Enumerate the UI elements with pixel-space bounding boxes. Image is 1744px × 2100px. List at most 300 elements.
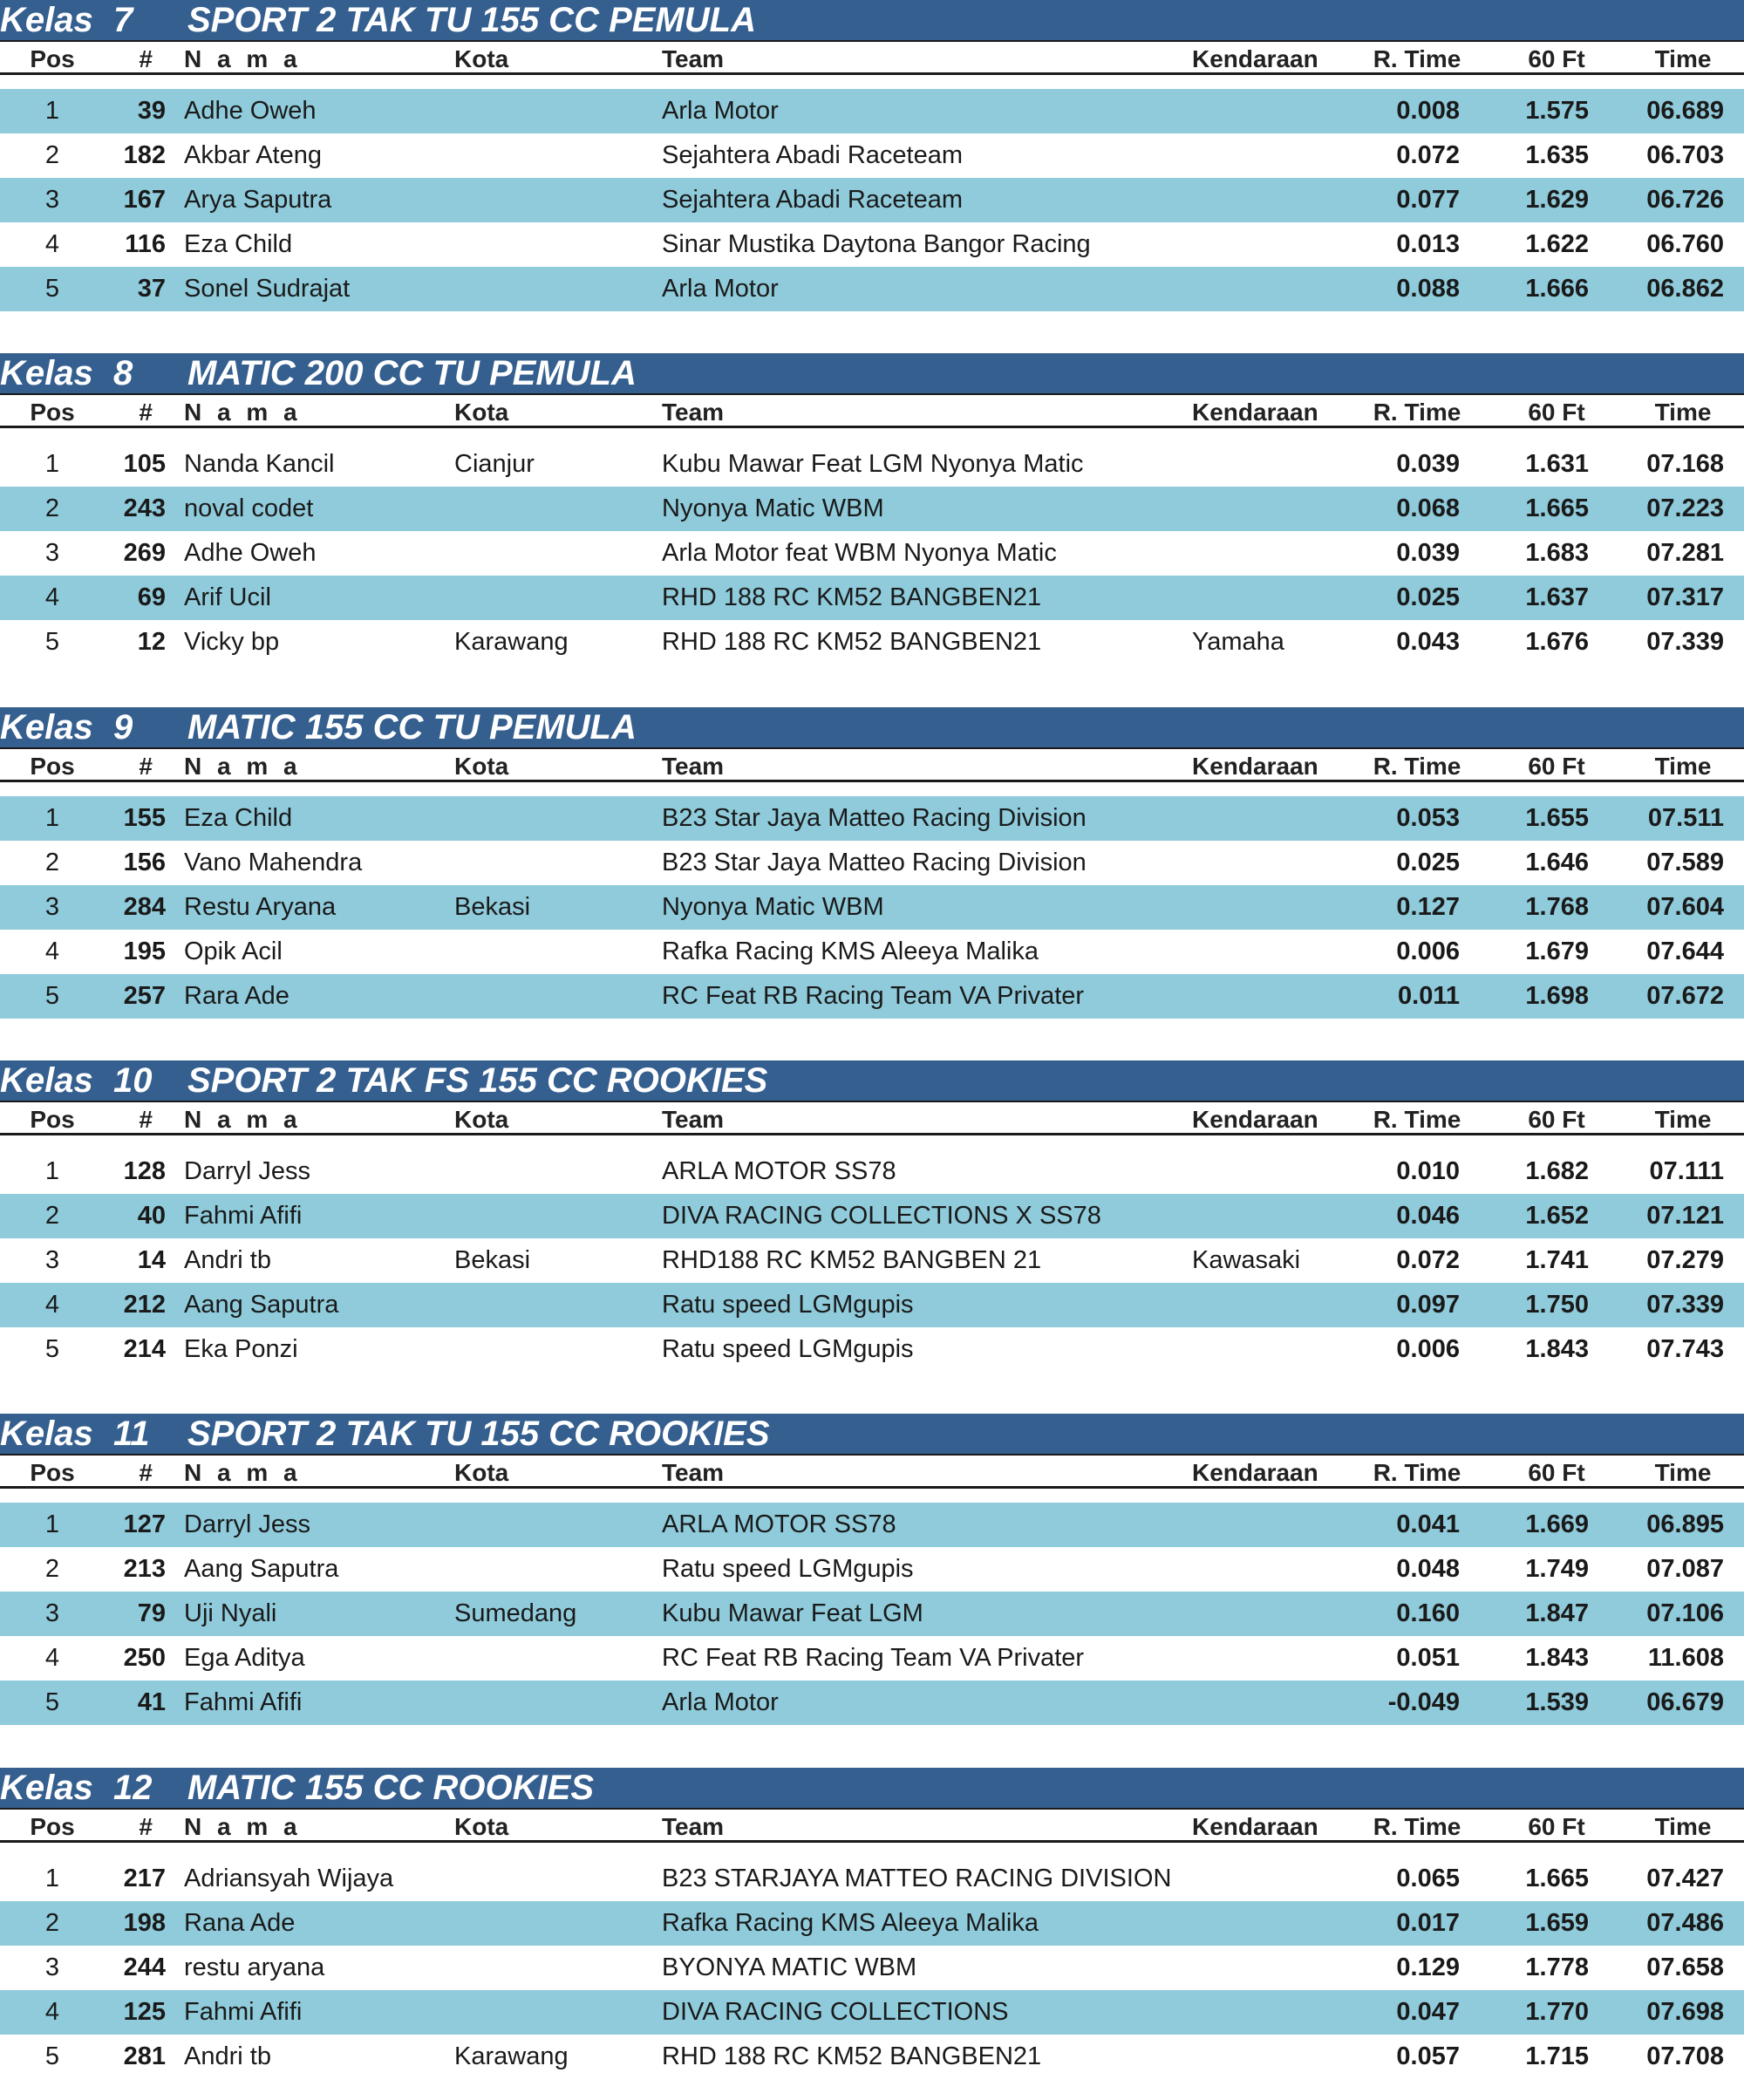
pos-cell: 4 [44, 1291, 60, 1319]
col-team-header: Team [662, 753, 725, 780]
table-row [0, 1681, 1744, 1725]
table-row [0, 1592, 1744, 1636]
col-vehicle-header: Kendaraan [1192, 399, 1318, 426]
table-row [0, 1990, 1744, 2035]
reaction-time-cell: 0.051 [1396, 1644, 1460, 1672]
column-header-row [0, 393, 1744, 428]
class-number: 10 [113, 1061, 153, 1100]
col-pos-header: Pos [30, 1106, 75, 1133]
team-cell: B23 STARJAYA MATTEO RACING DIVISION [662, 1865, 1172, 1892]
table-row [0, 796, 1744, 841]
name-cell: Vano Mahendra [184, 849, 363, 876]
class-number: 7 [113, 1, 133, 39]
col-name-header: N a m a [184, 1459, 302, 1486]
number-cell: 155 [123, 804, 166, 832]
time-cell: 07.743 [1646, 1335, 1724, 1363]
team-cell: RHD 188 RC KM52 BANGBEN21 [662, 583, 1042, 611]
team-cell: Sinar Mustika Daytona Bangor Racing [662, 230, 1091, 258]
name-cell: Aang Saputra [184, 1555, 339, 1583]
pos-cell: 3 [44, 893, 60, 921]
table-row [0, 442, 1744, 487]
pos-cell: 3 [44, 1599, 60, 1627]
time-cell: 11.608 [1647, 1644, 1724, 1672]
col-reaction-time-header: R. Time [1373, 399, 1461, 426]
number-cell: 244 [123, 1953, 166, 1981]
reaction-time-cell: 0.025 [1396, 583, 1460, 611]
pos-cell: 2 [44, 141, 60, 169]
name-cell: Restu Aryana [184, 893, 337, 921]
number-cell: 214 [123, 1335, 166, 1363]
col-team-header: Team [662, 399, 725, 426]
reaction-time-cell: 0.043 [1396, 628, 1460, 656]
number-cell: 212 [123, 1291, 166, 1319]
reaction-time-cell: 0.008 [1396, 97, 1460, 125]
number-cell: 127 [123, 1510, 166, 1538]
class-section-10 [0, 1060, 1744, 1373]
class-section-11 [0, 1414, 1744, 1726]
col-vehicle-header: Kendaraan [1192, 753, 1318, 780]
sixty-ft-cell: 1.778 [1525, 1953, 1589, 1981]
col-name-header: N a m a [184, 1813, 302, 1840]
col-number-header: # [139, 45, 153, 72]
sixty-ft-cell: 1.683 [1525, 539, 1589, 567]
table-row [0, 841, 1744, 885]
reaction-time-cell: 0.057 [1396, 2042, 1460, 2070]
number-cell: 12 [137, 628, 166, 656]
name-cell: Arif Ucil [184, 583, 271, 611]
number-cell: 198 [123, 1909, 166, 1937]
reaction-time-cell: -0.049 [1387, 1688, 1460, 1716]
team-cell: B23 Star Jaya Matteo Racing Division [662, 804, 1087, 832]
name-cell: Adhe Oweh [184, 539, 317, 567]
pos-cell: 5 [44, 1688, 60, 1716]
number-cell: 281 [123, 2042, 166, 2070]
col-team-header: Team [662, 45, 725, 72]
pos-cell: 5 [44, 2042, 60, 2070]
sixty-ft-cell: 1.698 [1525, 982, 1589, 1010]
class-title: MATIC 200 CC TU PEMULA [187, 354, 637, 392]
sixty-ft-cell: 1.768 [1525, 893, 1589, 921]
number-cell: 213 [123, 1555, 166, 1583]
reaction-time-cell: 0.039 [1396, 539, 1460, 567]
col-number-header: # [139, 753, 153, 780]
table-row [0, 178, 1744, 222]
col-number-header: # [139, 399, 153, 426]
sixty-ft-cell: 1.669 [1525, 1510, 1589, 1538]
number-cell: 41 [137, 1688, 166, 1716]
team-cell: RHD 188 RC KM52 BANGBEN21 [662, 628, 1042, 656]
team-cell: Ratu speed LGMgupis [662, 1555, 914, 1583]
reaction-time-cell: 0.025 [1396, 849, 1460, 876]
time-cell: 07.339 [1646, 628, 1724, 656]
name-cell: Sonel Sudrajat [184, 275, 351, 303]
number-cell: 69 [137, 583, 166, 611]
name-cell: Rara Ade [184, 982, 290, 1010]
sixty-ft-cell: 1.666 [1525, 275, 1589, 303]
time-cell: 07.121 [1646, 1202, 1724, 1230]
class-number: 8 [113, 354, 133, 392]
class-title: SPORT 2 TAK TU 155 CC ROOKIES [187, 1415, 770, 1453]
name-cell: Aang Saputra [184, 1291, 339, 1319]
team-cell: BYONYA MATIC WBM [662, 1953, 917, 1981]
reaction-time-cell: 0.129 [1396, 1953, 1460, 1981]
name-cell: Akbar Ateng [184, 141, 322, 169]
team-cell: ARLA MOTOR SS78 [662, 1157, 896, 1185]
team-cell: Arla Motor [662, 1688, 779, 1716]
team-cell: Kubu Mawar Feat LGM [662, 1599, 923, 1627]
pos-cell: 1 [44, 1510, 60, 1538]
sixty-ft-cell: 1.750 [1525, 1291, 1589, 1319]
sixty-ft-cell: 1.659 [1525, 1909, 1589, 1937]
time-cell: 06.703 [1646, 141, 1724, 169]
col-60ft-header: 60 Ft [1528, 1459, 1585, 1486]
results-rows [0, 442, 1744, 665]
table-row [0, 2035, 1744, 2079]
col-city-header: Kota [454, 753, 509, 780]
sixty-ft-cell: 1.539 [1525, 1688, 1589, 1716]
name-cell: Adriansyah Wijaya [184, 1865, 394, 1892]
col-pos-header: Pos [30, 1459, 75, 1486]
name-cell: Adhe Oweh [184, 97, 317, 125]
name-cell: noval codet [184, 494, 314, 522]
name-cell: Arya Saputra [184, 186, 332, 214]
number-cell: 39 [137, 97, 166, 125]
number-cell: 105 [123, 450, 166, 478]
reaction-time-cell: 0.072 [1396, 141, 1460, 169]
table-row [0, 1238, 1744, 1283]
class-section-8 [0, 353, 1744, 665]
col-city-header: Kota [454, 1459, 509, 1486]
time-cell: 06.679 [1646, 1688, 1724, 1716]
sixty-ft-cell: 1.682 [1525, 1157, 1589, 1185]
number-cell: 116 [125, 230, 166, 258]
reaction-time-cell: 0.072 [1396, 1246, 1460, 1274]
col-reaction-time-header: R. Time [1373, 1459, 1461, 1486]
name-cell: Fahmi Afifi [184, 1202, 303, 1230]
class-header [0, 1060, 1744, 1101]
pos-cell: 3 [44, 539, 60, 567]
number-cell: 217 [123, 1865, 166, 1892]
col-time-header: Time [1654, 1459, 1712, 1486]
pos-cell: 1 [44, 804, 60, 832]
time-cell: 07.589 [1646, 849, 1724, 876]
sixty-ft-cell: 1.575 [1525, 97, 1589, 125]
table-row [0, 133, 1744, 178]
table-row [0, 885, 1744, 930]
pos-cell: 5 [44, 275, 60, 303]
class-title: SPORT 2 TAK FS 155 CC ROOKIES [187, 1061, 768, 1100]
sixty-ft-cell: 1.622 [1525, 230, 1589, 258]
col-reaction-time-header: R. Time [1373, 45, 1461, 72]
name-cell: Uji Nyali [184, 1599, 277, 1627]
number-cell: 195 [123, 938, 166, 965]
number-cell: 167 [123, 186, 166, 214]
reaction-time-cell: 0.097 [1396, 1291, 1460, 1319]
col-name-header: N a m a [184, 45, 302, 72]
reaction-time-cell: 0.160 [1396, 1599, 1460, 1627]
table-row [0, 620, 1744, 665]
reaction-time-cell: 0.011 [1398, 982, 1460, 1010]
class-title: MATIC 155 CC ROOKIES [187, 1769, 594, 1807]
sixty-ft-cell: 1.631 [1525, 450, 1589, 478]
col-pos-header: Pos [30, 399, 75, 426]
class-header [0, 1414, 1744, 1454]
sixty-ft-cell: 1.676 [1525, 628, 1589, 656]
time-cell: 06.895 [1646, 1510, 1724, 1538]
col-team-header: Team [662, 1813, 725, 1840]
col-city-header: Kota [454, 1813, 509, 1840]
col-time-header: Time [1654, 399, 1712, 426]
pos-cell: 1 [44, 1157, 60, 1185]
name-cell: Andri tb [184, 2042, 271, 2070]
city-cell: Sumedang [454, 1599, 577, 1627]
name-cell: Eza Child [184, 804, 293, 832]
time-cell: 07.604 [1646, 893, 1724, 921]
col-reaction-time-header: R. Time [1373, 1106, 1461, 1133]
sixty-ft-cell: 1.637 [1525, 583, 1589, 611]
sixty-ft-cell: 1.629 [1525, 186, 1589, 214]
col-number-header: # [139, 1459, 153, 1486]
pos-cell: 2 [44, 1909, 60, 1937]
time-cell: 06.726 [1646, 186, 1724, 214]
table-row [0, 930, 1744, 974]
pos-cell: 4 [44, 1644, 60, 1672]
reaction-time-cell: 0.077 [1396, 186, 1460, 214]
number-cell: 14 [137, 1246, 166, 1274]
city-cell: Cianjur [454, 450, 535, 478]
col-city-header: Kota [454, 399, 509, 426]
number-cell: 250 [123, 1644, 166, 1672]
col-city-header: Kota [454, 1106, 509, 1133]
reaction-time-cell: 0.039 [1396, 450, 1460, 478]
time-cell: 07.087 [1646, 1555, 1724, 1583]
time-cell: 07.339 [1646, 1291, 1724, 1319]
name-cell: Opik Acil [184, 938, 283, 965]
col-vehicle-header: Kendaraan [1192, 1459, 1318, 1486]
reaction-time-cell: 0.047 [1396, 1998, 1460, 2026]
time-cell: 07.486 [1646, 1909, 1724, 1937]
pos-cell: 2 [44, 1555, 60, 1583]
sixty-ft-cell: 1.665 [1525, 494, 1589, 522]
team-cell: Arla Motor [662, 275, 779, 303]
col-number-header: # [139, 1813, 153, 1840]
time-cell: 07.658 [1646, 1953, 1724, 1981]
pos-cell: 4 [44, 938, 60, 965]
number-cell: 125 [123, 1998, 166, 2026]
team-cell: Ratu speed LGMgupis [662, 1291, 914, 1319]
reaction-time-cell: 0.041 [1396, 1510, 1460, 1538]
table-row [0, 267, 1744, 311]
class-title: MATIC 155 CC TU PEMULA [187, 708, 637, 747]
table-row [0, 1327, 1744, 1372]
reaction-time-cell: 0.013 [1396, 230, 1460, 258]
pos-cell: 1 [44, 1865, 60, 1892]
time-cell: 07.279 [1646, 1246, 1724, 1274]
col-reaction-time-header: R. Time [1373, 753, 1461, 780]
sixty-ft-cell: 1.655 [1525, 804, 1589, 832]
col-60ft-header: 60 Ft [1528, 45, 1585, 72]
vehicle-cell: Kawasaki [1192, 1246, 1301, 1274]
team-cell: Sejahtera Abadi Raceteam [662, 186, 963, 214]
class-title: SPORT 2 TAK TU 155 CC PEMULA [187, 1, 756, 39]
col-team-header: Team [662, 1106, 725, 1133]
results-rows [0, 1149, 1744, 1372]
col-pos-header: Pos [30, 1813, 75, 1840]
col-vehicle-header: Kendaraan [1192, 45, 1318, 72]
class-header [0, 0, 1744, 40]
sixty-ft-cell: 1.749 [1525, 1555, 1589, 1583]
name-cell: Andri tb [184, 1246, 271, 1274]
class-number: 11 [113, 1415, 150, 1453]
sixty-ft-cell: 1.715 [1525, 2042, 1589, 2070]
col-number-header: # [139, 1106, 153, 1133]
class-number: 9 [113, 708, 133, 747]
pos-cell: 3 [44, 1246, 60, 1274]
col-name-header: N a m a [184, 1106, 302, 1133]
col-city-header: Kota [454, 45, 509, 72]
table-row [0, 1636, 1744, 1681]
team-cell: RHD188 RC KM52 BANGBEN 21 [662, 1246, 1042, 1274]
column-header-row [0, 1454, 1744, 1489]
table-row [0, 576, 1744, 620]
sixty-ft-cell: 1.665 [1525, 1865, 1589, 1892]
vehicle-cell: Yamaha [1192, 628, 1284, 656]
table-row [0, 1503, 1744, 1547]
team-cell: DIVA RACING COLLECTIONS [662, 1998, 1009, 2026]
reaction-time-cell: 0.006 [1396, 938, 1460, 965]
table-row [0, 1901, 1744, 1946]
number-cell: 269 [123, 539, 166, 567]
sixty-ft-cell: 1.679 [1525, 938, 1589, 965]
col-reaction-time-header: R. Time [1373, 1813, 1461, 1840]
time-cell: 07.106 [1646, 1599, 1724, 1627]
class-label: Kelas [0, 1415, 93, 1453]
pos-cell: 2 [44, 849, 60, 876]
number-cell: 40 [137, 1202, 166, 1230]
sixty-ft-cell: 1.843 [1525, 1644, 1589, 1672]
pos-cell: 4 [44, 583, 60, 611]
team-cell: B23 Star Jaya Matteo Racing Division [662, 849, 1087, 876]
time-cell: 07.672 [1646, 982, 1724, 1010]
team-cell: Rafka Racing KMS Aleeya Malika [662, 1909, 1039, 1937]
pos-cell: 1 [44, 450, 60, 478]
class-header [0, 707, 1744, 747]
table-row [0, 1547, 1744, 1592]
col-60ft-header: 60 Ft [1528, 399, 1585, 426]
time-cell: 07.427 [1646, 1865, 1724, 1892]
city-cell: Bekasi [454, 893, 531, 921]
team-cell: Arla Motor feat WBM Nyonya Matic [662, 539, 1057, 567]
col-name-header: N a m a [184, 399, 302, 426]
reaction-time-cell: 0.127 [1396, 893, 1460, 921]
team-cell: Sejahtera Abadi Raceteam [662, 141, 963, 169]
pos-cell: 5 [44, 982, 60, 1010]
time-cell: 07.168 [1646, 450, 1724, 478]
sixty-ft-cell: 1.847 [1525, 1599, 1589, 1627]
column-header-row [0, 747, 1744, 782]
table-row [0, 1283, 1744, 1327]
column-header-row [0, 1808, 1744, 1843]
pos-cell: 1 [44, 97, 60, 125]
pos-cell: 2 [44, 1202, 60, 1230]
pos-cell: 5 [44, 1335, 60, 1363]
class-header [0, 1768, 1744, 1808]
pos-cell: 4 [44, 230, 60, 258]
city-cell: Bekasi [454, 1246, 531, 1274]
team-cell: Kubu Mawar Feat LGM Nyonya Matic [662, 450, 1084, 478]
team-cell: RC Feat RB Racing Team VA Privater [662, 982, 1085, 1010]
pos-cell: 4 [44, 1998, 60, 2026]
col-vehicle-header: Kendaraan [1192, 1813, 1318, 1840]
number-cell: 128 [123, 1157, 166, 1185]
col-pos-header: Pos [30, 753, 75, 780]
results-rows [0, 1503, 1744, 1725]
sixty-ft-cell: 1.635 [1525, 141, 1589, 169]
col-pos-header: Pos [30, 45, 75, 72]
team-cell: Ratu speed LGMgupis [662, 1335, 914, 1363]
table-row [0, 89, 1744, 133]
table-row [0, 531, 1744, 576]
class-section-7 [0, 0, 1744, 312]
reaction-time-cell: 0.053 [1396, 804, 1460, 832]
name-cell: Rana Ade [184, 1909, 296, 1937]
team-cell: RHD 188 RC KM52 BANGBEN21 [662, 2042, 1042, 2070]
sixty-ft-cell: 1.741 [1525, 1246, 1589, 1274]
name-cell: Nanda Kancil [184, 450, 335, 478]
table-row [0, 1149, 1744, 1194]
time-cell: 07.708 [1646, 2042, 1724, 2070]
class-section-9 [0, 707, 1744, 1019]
class-label: Kelas [0, 1769, 93, 1807]
number-cell: 257 [123, 982, 166, 1010]
time-cell: 07.511 [1647, 804, 1724, 832]
reaction-time-cell: 0.048 [1396, 1555, 1460, 1583]
class-section-12 [0, 1768, 1744, 2080]
col-60ft-header: 60 Ft [1528, 1106, 1585, 1133]
name-cell: Ega Aditya [184, 1644, 305, 1672]
name-cell: Eza Child [184, 230, 293, 258]
column-header-row [0, 1101, 1744, 1135]
table-row [0, 1194, 1744, 1238]
team-cell: Rafka Racing KMS Aleeya Malika [662, 938, 1039, 965]
name-cell: Darryl Jess [184, 1510, 311, 1538]
col-vehicle-header: Kendaraan [1192, 1106, 1318, 1133]
table-row [0, 1946, 1744, 1990]
results-rows [0, 796, 1744, 1019]
team-cell: DIVA RACING COLLECTIONS X SS78 [662, 1202, 1101, 1230]
reaction-time-cell: 0.010 [1396, 1157, 1460, 1185]
reaction-time-cell: 0.046 [1396, 1202, 1460, 1230]
reaction-time-cell: 0.088 [1396, 275, 1460, 303]
number-cell: 37 [137, 275, 166, 303]
time-cell: 07.317 [1646, 583, 1724, 611]
class-label: Kelas [0, 1061, 93, 1100]
sixty-ft-cell: 1.652 [1525, 1202, 1589, 1230]
results-rows [0, 1857, 1744, 2079]
col-time-header: Time [1654, 1106, 1712, 1133]
class-header [0, 353, 1744, 393]
col-time-header: Time [1654, 45, 1712, 72]
name-cell: Fahmi Afifi [184, 1688, 303, 1716]
number-cell: 182 [123, 141, 166, 169]
pos-cell: 5 [44, 628, 60, 656]
team-cell: Arla Motor [662, 97, 779, 125]
time-cell: 07.698 [1646, 1998, 1724, 2026]
name-cell: Vicky bp [184, 628, 280, 656]
column-header-row [0, 40, 1744, 75]
city-cell: Karawang [454, 2042, 569, 2070]
team-cell: Nyonya Matic WBM [662, 893, 884, 921]
